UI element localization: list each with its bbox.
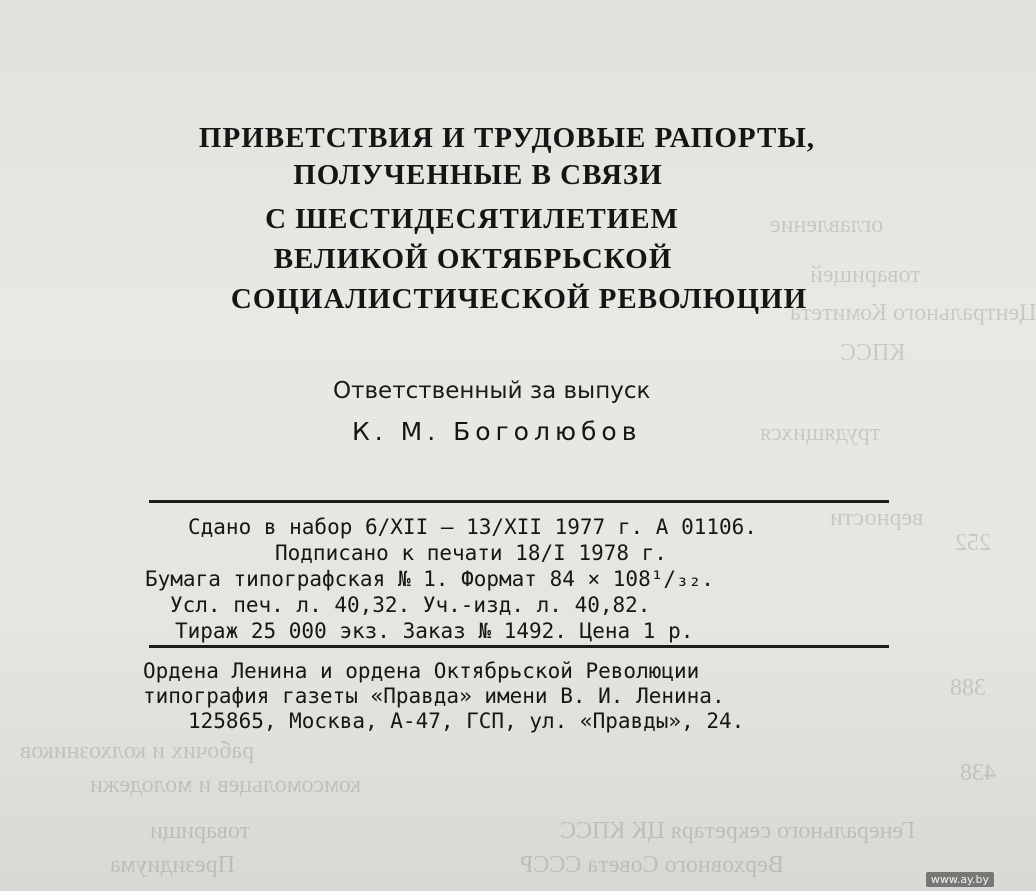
- responsible-editor-name: К. М. Боголюбов: [352, 417, 642, 446]
- printer-address: 125865, Москва, А-47, ГСП, ул. «Правды», 24.: [188, 709, 745, 733]
- printer-name: типография газеты «Правда» имени В. И. Ленина.: [143, 684, 725, 708]
- imprint-typeset-date: Сдано в набор 6/XII — 13/XII 1977 г. А 01106.: [188, 515, 757, 539]
- title-line-2: ПОЛУЧЕННЫЕ В СВЯЗИ: [293, 159, 663, 191]
- printer-orders: Ордена Ленина и ордена Октябрьской Революции: [143, 659, 700, 683]
- title-line-1: ПРИВЕТСТВИЯ И ТРУДОВЫЕ РАПОРТЫ,: [198, 122, 816, 154]
- title-line-3: С ШЕСТИДЕСЯТИЛЕТИЕМ: [265, 203, 679, 235]
- responsible-label: Ответственный за выпуск: [333, 378, 651, 404]
- imprint-print-run: Тираж 25 000 экз. Заказ № 1492. Цена 1 р.: [175, 619, 694, 643]
- imprint-sheets: Усл. печ. л. 40,32. Уч.-изд. л. 40,82.: [170, 593, 651, 617]
- divider-top: [149, 500, 889, 503]
- show-through-text: оглавление товарищей Центрального Комитета КПСС трудящихся верности рабочих и колхозников комсомольцев и молодежи товарищи Генерального секретаря ЦК КПСС Президиума Верховного Совета СССР 388 438 252: [20, 212, 1036, 878]
- imprint-paper-format: Бумага типографская № 1. Формат 84 × 108¹/₃₂.: [145, 567, 714, 591]
- title-line-4: ВЕЛИКОЙ ОКТЯБРЬСКОЙ: [273, 243, 673, 275]
- site-watermark: www.ay.by: [926, 872, 994, 887]
- title-line-5: СОЦИАЛИСТИЧЕСКОЙ РЕВОЛЮЦИИ: [230, 283, 808, 315]
- imprint-signed-date: Подписано к печати 18/I 1978 г.: [275, 541, 667, 565]
- divider-bottom: [149, 645, 889, 648]
